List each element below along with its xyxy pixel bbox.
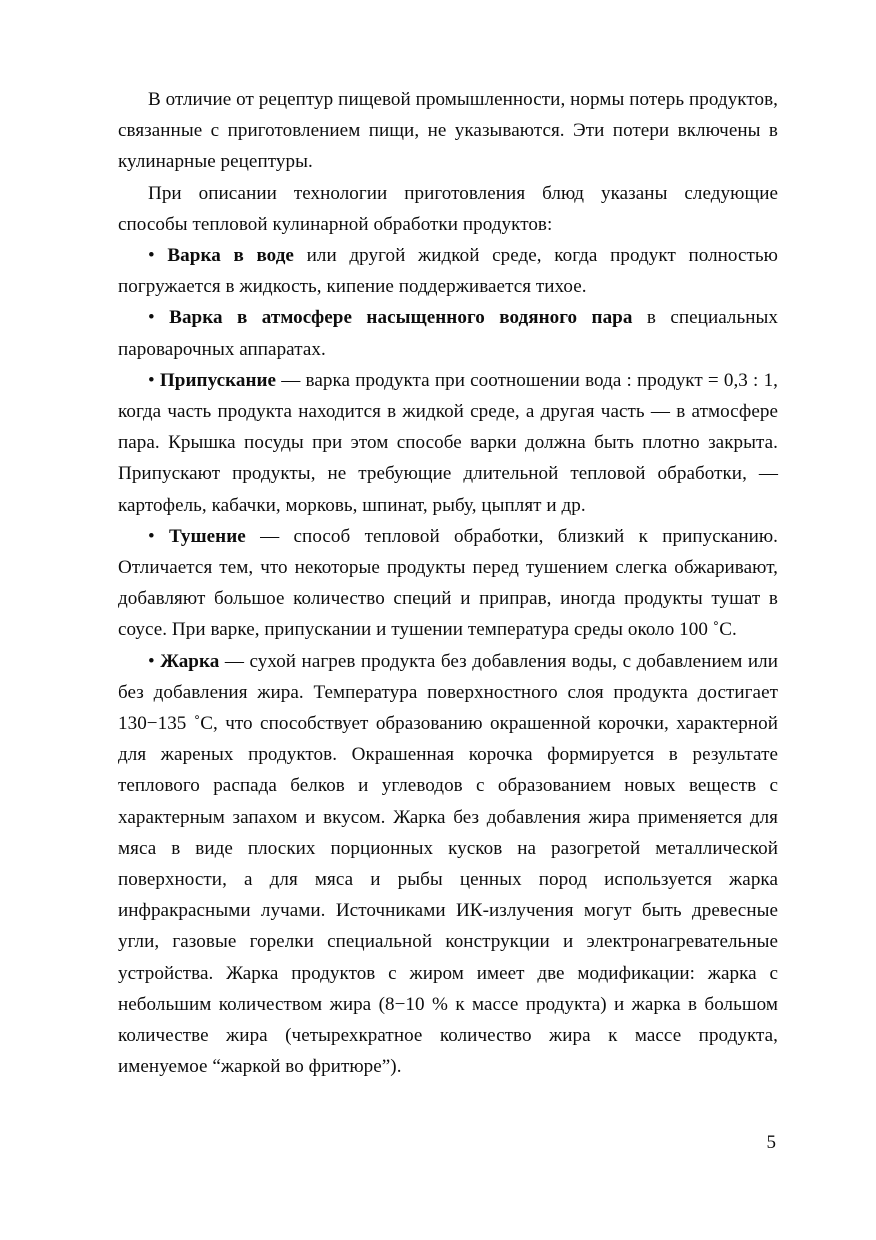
- bullet-text-poaching: — варка продукта при соотношении вода : продукт = 0,3 : 1, когда часть продукта находится в жидкой среде, а другая часть — в атмосфере пара. Крышка посуды при этом способе варки должна быть плотно закрыта. Припускают продукты, не требующие длительной тепловой обработки, — картофель, кабачки, морковь, шпинат, рыбу, цыплят и др.: [118, 369, 778, 516]
- bullet-lead-frying: Жарка: [160, 650, 220, 672]
- bullet-text-frying: — сухой нагрев продукта без добавления воды, с добавлением или без добавления жира. Температура поверхностного слоя продукта достигает 130−135 ˚С, что способствует образованию окрашенной корочки, характерной для жареных продуктов. Окрашенная корочка формируется в результате теплового распада белков и углеводов с образованием новых веществ с характерным запахом и вкусом. Жарка без добавления жира применяется для мяса в виде плоских порционных кусков на разогретой металлической поверхности, а для мяса и рыбы ценных пород используется жарка инфракрасными лучами. Источниками ИК-излучения могут быть древесные угли, газовые горелки специальной конструкции и электронагревательные устройства. Жарка продуктов с жиром имеет две модификации: жарка с небольшим количеством жира (8−10 % к массе продукта) и жарка в большом количестве жира (четырехкратное количество жира к массе продукта, именуемое “жаркой во фритюре”).: [118, 650, 778, 1078]
- bullet-steam: [118, 302, 778, 364]
- bullet-lead-stewing: Тушение: [169, 525, 246, 547]
- paragraph-1: В отличие от рецептур пищевой промышленности, нормы потерь продуктов, связанные с приготовлением пищи, не указываются. Эти потери включены в кулинарные рецептуры.: [118, 89, 778, 173]
- bullet-frying: [118, 646, 778, 1083]
- bullet-lead-poaching: Припускание: [159, 369, 277, 391]
- bullet-lead-boiling-water: Варка в воде: [167, 245, 294, 267]
- bullet-text-boiling-water: или другой жидкой среде, когда продукт полностью погружается в жидкость, кипение поддерживается тихое.: [118, 245, 778, 298]
- page-body: [118, 84, 778, 1083]
- bullet-text-stewing: — способ тепловой обработки, близкий к припусканию. Отличается тем, что некоторые продукты перед тушением слегка обжаривают, добавляют большое количество специй и приправ, иногда продукты тушат в соусе. При варке, припускании и тушении температура среды около 100 ˚С.: [118, 525, 778, 641]
- bullet-poaching: [118, 365, 778, 521]
- bullet-stewing: [118, 521, 778, 646]
- bullet-boiling-water: [118, 240, 778, 302]
- bullet-text-steam: в специальных пароварочных аппаратах.: [118, 307, 778, 360]
- bullet-lead-steam: Варка в атмосфере насыщенного водяного пара: [169, 307, 633, 329]
- paragraph-2: При описании технологии приготовления блюд указаны следующие способы тепловой кулинарной обработки продуктов:: [118, 182, 778, 235]
- page-number: 5: [766, 1132, 776, 1153]
